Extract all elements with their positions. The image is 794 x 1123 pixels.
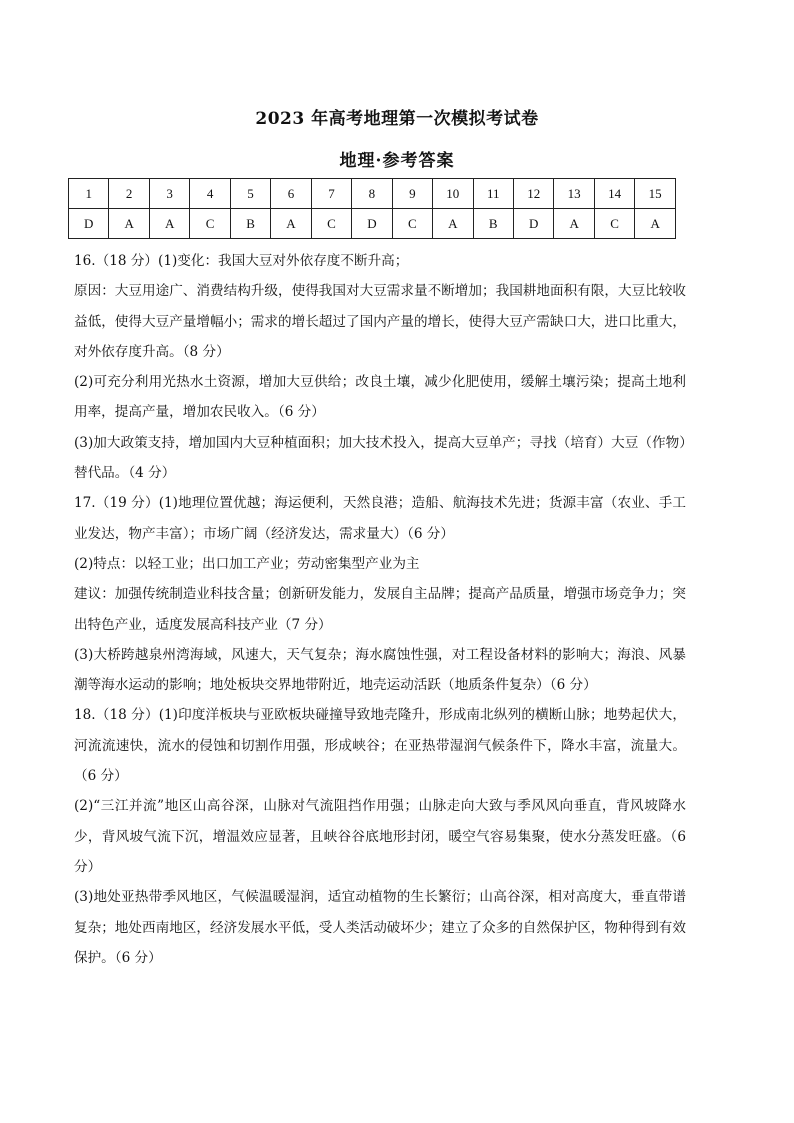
q17-part2: (2)特点：以轻工业；出口加工产业；劳动密集型产业为主 xyxy=(74,555,420,572)
q18-part3: (3)地处亚热带季风地区，气候温暖湿润，适宜动植物的生长繁衍；山高谷深，相对高度大，垂直带谱复杂；地处西南地区，经济发展水平低，受人类活动破坏少；建立了众多的自然保护区，物种得到有效保护。（6 分） xyxy=(74,889,686,966)
question-number: 9 xyxy=(392,179,432,209)
question-number: 1 xyxy=(69,179,109,209)
question-number: 3 xyxy=(149,179,189,209)
answer-cell: C xyxy=(190,209,230,239)
question-number: 4 xyxy=(190,179,230,209)
answer-cell: A xyxy=(271,209,311,239)
q18-part2: (2)“三江并流”地区山高谷深，山脉对气流阻挡作用强；山脉走向大致与季风风向垂直，背风坡降水少，背风坡气流下沉，增温效应显著，且峡谷谷底地形封闭，暖空气容易集聚，使水分蒸发旺盛。（6 分） xyxy=(74,798,686,875)
q17-part1: 17.（19 分）(1)地理位置优越；海运便利，天然良港；造船、航海技术先进；货源丰富（农业、手工业发达，物产丰富）；市场广阔（经济发达，需求量大）（6 分） xyxy=(74,495,686,542)
question-number: 8 xyxy=(352,179,392,209)
answer-cell: A xyxy=(149,209,189,239)
answer-cell: C xyxy=(392,209,432,239)
q17-part3: (3)大桥跨越泉州湾海域，风速大，天气复杂；海水腐蚀性强，对工程设备材料的影响大；海浪、风暴潮等海水运动的影响；地处板块交界地带附近，地壳运动活跃（地质条件复杂）（6 分） xyxy=(74,646,686,694)
question-number: 7 xyxy=(311,179,351,209)
q18-part1: 18.（18 分）(1)印度洋板块与亚欧板块碰撞导致地壳隆升，形成南北纵列的横断山脉；地势起伏大，河流流速快，流水的侵蚀和切割作用强，形成峡谷；在亚热带湿润气候条件下，降水丰富，流量大。（6 分） xyxy=(74,707,686,785)
q17-suggestion: 建议：加强传统制造业科技含量；创新研发能力，发展自主品牌；提高产品质量，增强市场竞争力；突出特色产业，适度发展高科技产业（7 分） xyxy=(74,586,686,633)
question-number: 13 xyxy=(554,179,594,209)
q16-part1: 16.（18 分）(1)变化：我国大豆对外依存度不断升高； xyxy=(74,253,409,269)
q16-reason: 原因：大豆用途广、消费结构升级，使得我国对大豆需求量不断增加；我国耕地面积有限，大豆比较收益低，使得大豆产量增幅小；需求的增长超过了国内产量的增长，使得大豆产需缺口大，进口比重大，对外依存度升高。（8 分） xyxy=(74,283,686,360)
answer-cell: A xyxy=(433,209,473,239)
page-subtitle: 地理·参考答案 xyxy=(339,151,455,171)
answer-cell: B xyxy=(230,209,270,239)
question-number: 2 xyxy=(109,179,149,209)
page-title: 2023 年高考地理第一次模拟考试卷 xyxy=(255,109,539,129)
question-number: 15 xyxy=(635,179,676,209)
question-number: 5 xyxy=(230,179,270,209)
q16-part3: (3)加大政策支持，增加国内大豆种植面积；加大技术投入，提高大豆单产；寻找（培育）大豆（作物）替代品。（4 分） xyxy=(74,434,686,482)
question-number: 14 xyxy=(594,179,634,209)
answer-cell: B xyxy=(473,209,513,239)
question-number: 10 xyxy=(433,179,473,209)
answer-cell: A xyxy=(554,209,594,239)
question-number: 11 xyxy=(473,179,513,209)
answer-row xyxy=(69,209,676,239)
answer-table xyxy=(68,178,676,239)
answer-cell: D xyxy=(513,209,553,239)
q16-part2: (2)可充分利用光热水土资源，增加大豆供给；改良土壤，减少化肥使用，缓解土壤污染；提高土地利用率，提高产量，增加农民收入。（6 分） xyxy=(74,374,686,421)
answer-cell: D xyxy=(352,209,392,239)
answer-cell: C xyxy=(311,209,351,239)
answer-cell: C xyxy=(594,209,634,239)
answer-cell: D xyxy=(69,209,109,239)
answer-cell: A xyxy=(635,209,676,239)
answer-content xyxy=(74,246,686,973)
question-number: 6 xyxy=(271,179,311,209)
question-number: 12 xyxy=(513,179,553,209)
answer-cell: A xyxy=(109,209,149,239)
question-number-row xyxy=(69,179,676,209)
